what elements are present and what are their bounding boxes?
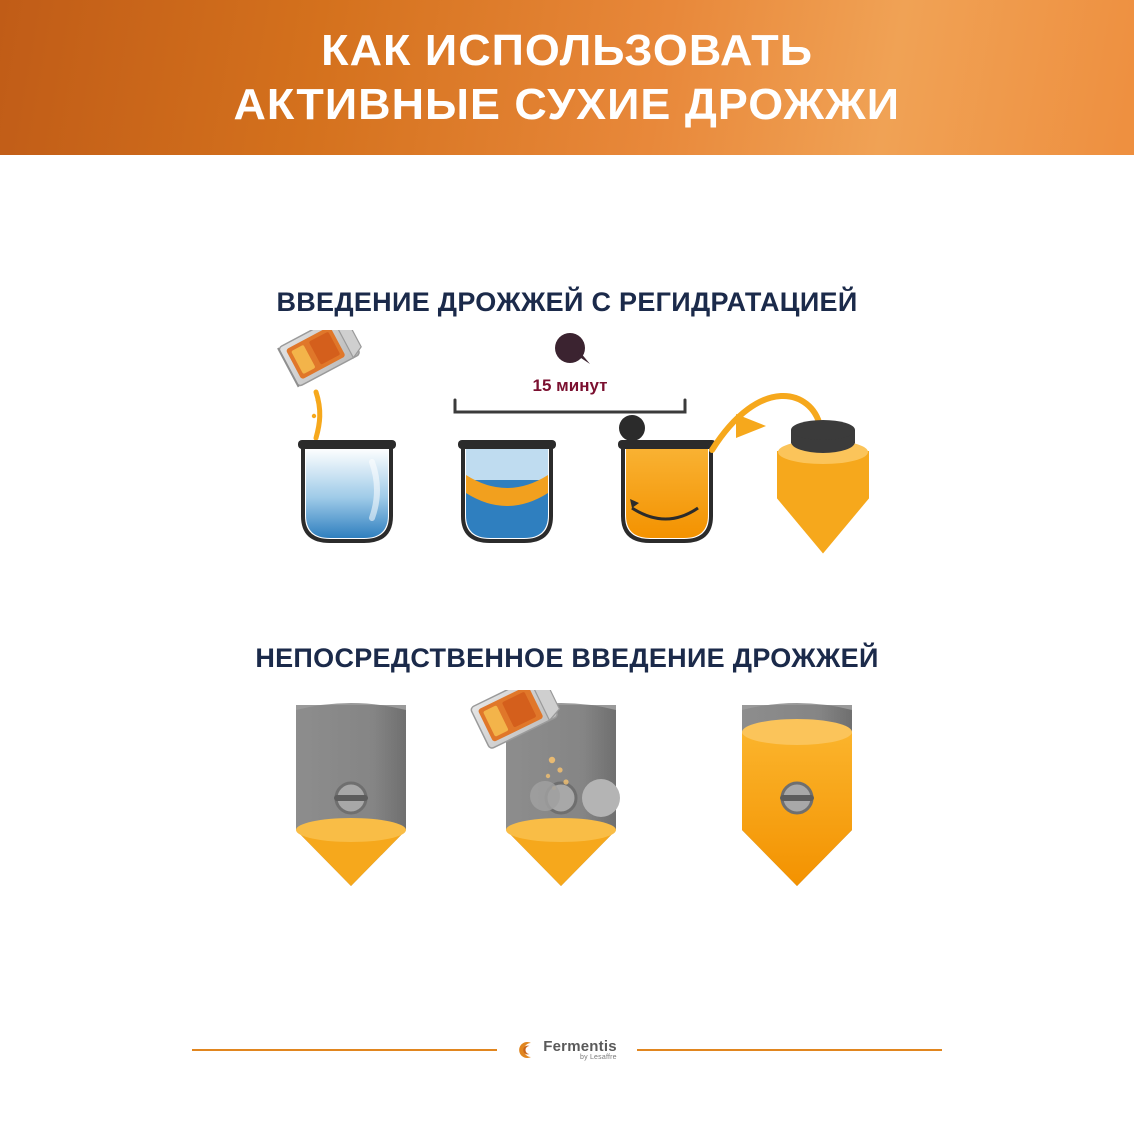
step-jar-stirring	[618, 415, 716, 541]
section-title-direct: НЕПОСРЕДСТВЕННОЕ ВВЕДЕНИЕ ДРОЖЖЕЙ	[255, 643, 879, 673]
timer-label: 15 минут	[532, 376, 608, 395]
brand-logo	[511, 1039, 623, 1061]
step-pour-sachet-into-jar	[278, 330, 396, 541]
step-full-fermenter	[742, 703, 852, 886]
footer-rule-right	[637, 1049, 942, 1051]
brand-name: Fermentis	[543, 1038, 617, 1055]
page-footer	[0, 1020, 1134, 1080]
step-pitch-into-fermenter	[778, 420, 868, 552]
direct-pitching-diagram	[0, 690, 1134, 915]
rehydration-illustration	[0, 330, 1134, 580]
brand-subtitle: by Lesaffre	[580, 1054, 617, 1061]
step-empty-fermenter	[296, 703, 406, 886]
fermentis-mark-icon	[517, 1040, 537, 1060]
step-jar-settling	[458, 440, 556, 541]
rehydration-diagram	[0, 330, 1134, 580]
page-header	[0, 0, 1134, 155]
footer-rule-left	[192, 1049, 497, 1051]
timer-bracket	[455, 333, 685, 412]
section-title-rehydration: ВВЕДЕНИЕ ДРОЖЖЕЙ С РЕГИДРАТАЦИЕЙ	[276, 287, 858, 317]
step-pour-sachet-into-fermenter	[470, 690, 620, 886]
direct-pitching-illustration	[0, 690, 1134, 915]
header-title-line-1: КАК ИСПОЛЬЗОВАТЬ	[321, 25, 813, 75]
header-title-line-2: АКТИВНЫЕ СУХИЕ ДРОЖЖИ	[233, 79, 901, 129]
